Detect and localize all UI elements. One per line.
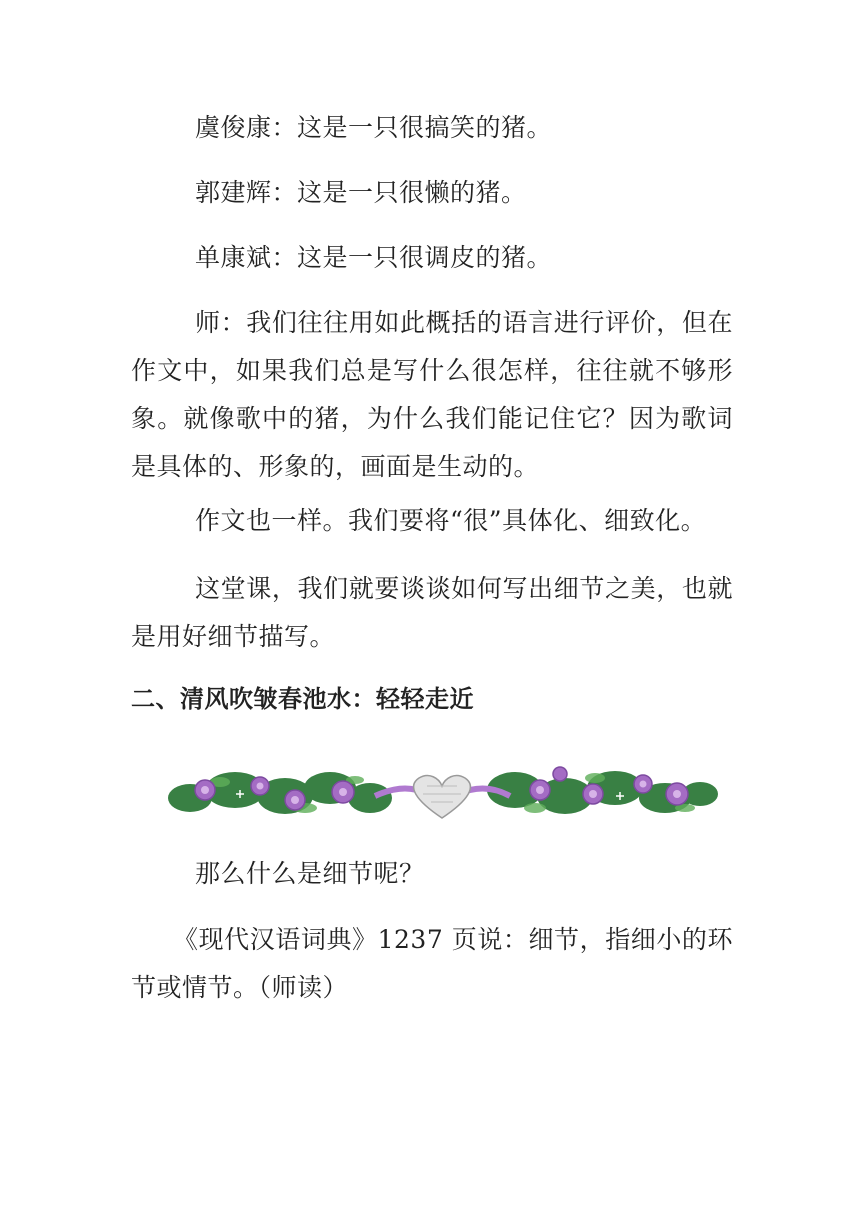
rose-vine-divider-image xyxy=(165,760,720,826)
diamond-heart-icon xyxy=(414,776,471,818)
composition-paragraph: 作文也一样。我们要将“很”具体化、细致化。 xyxy=(195,506,707,535)
dialogue-line-1: 虞俊康：这是一只很搞笑的猪。 xyxy=(195,113,553,142)
dialogue-line-2: 郭建辉：这是一只很懒的猪。 xyxy=(195,178,527,207)
teacher-paragraph: 师：我们往往用如此概括的语言进行评价，但在作文中，如果我们总是写什么很怎样，往往就不够形象。就像歌中的猪，为什么我们能记住它？因为歌词是具体的、形象的，画面是生动的。 xyxy=(131,308,733,481)
dialogue-line-3: 单康斌：这是一只很调皮的猪。 xyxy=(195,243,553,272)
section-heading: 二、清风吹皱春池水：轻轻走近 xyxy=(131,685,474,713)
dictionary-definition-paragraph: 《现代汉语词典》1237 页说：细节，指细小的环节或情节。（师读） xyxy=(131,925,733,1002)
question-paragraph: 那么什么是细节呢？ xyxy=(195,859,425,888)
lesson-intro-paragraph: 这堂课，我们就要谈谈如何写出细节之美，也就是用好细节描写。 xyxy=(131,574,733,651)
